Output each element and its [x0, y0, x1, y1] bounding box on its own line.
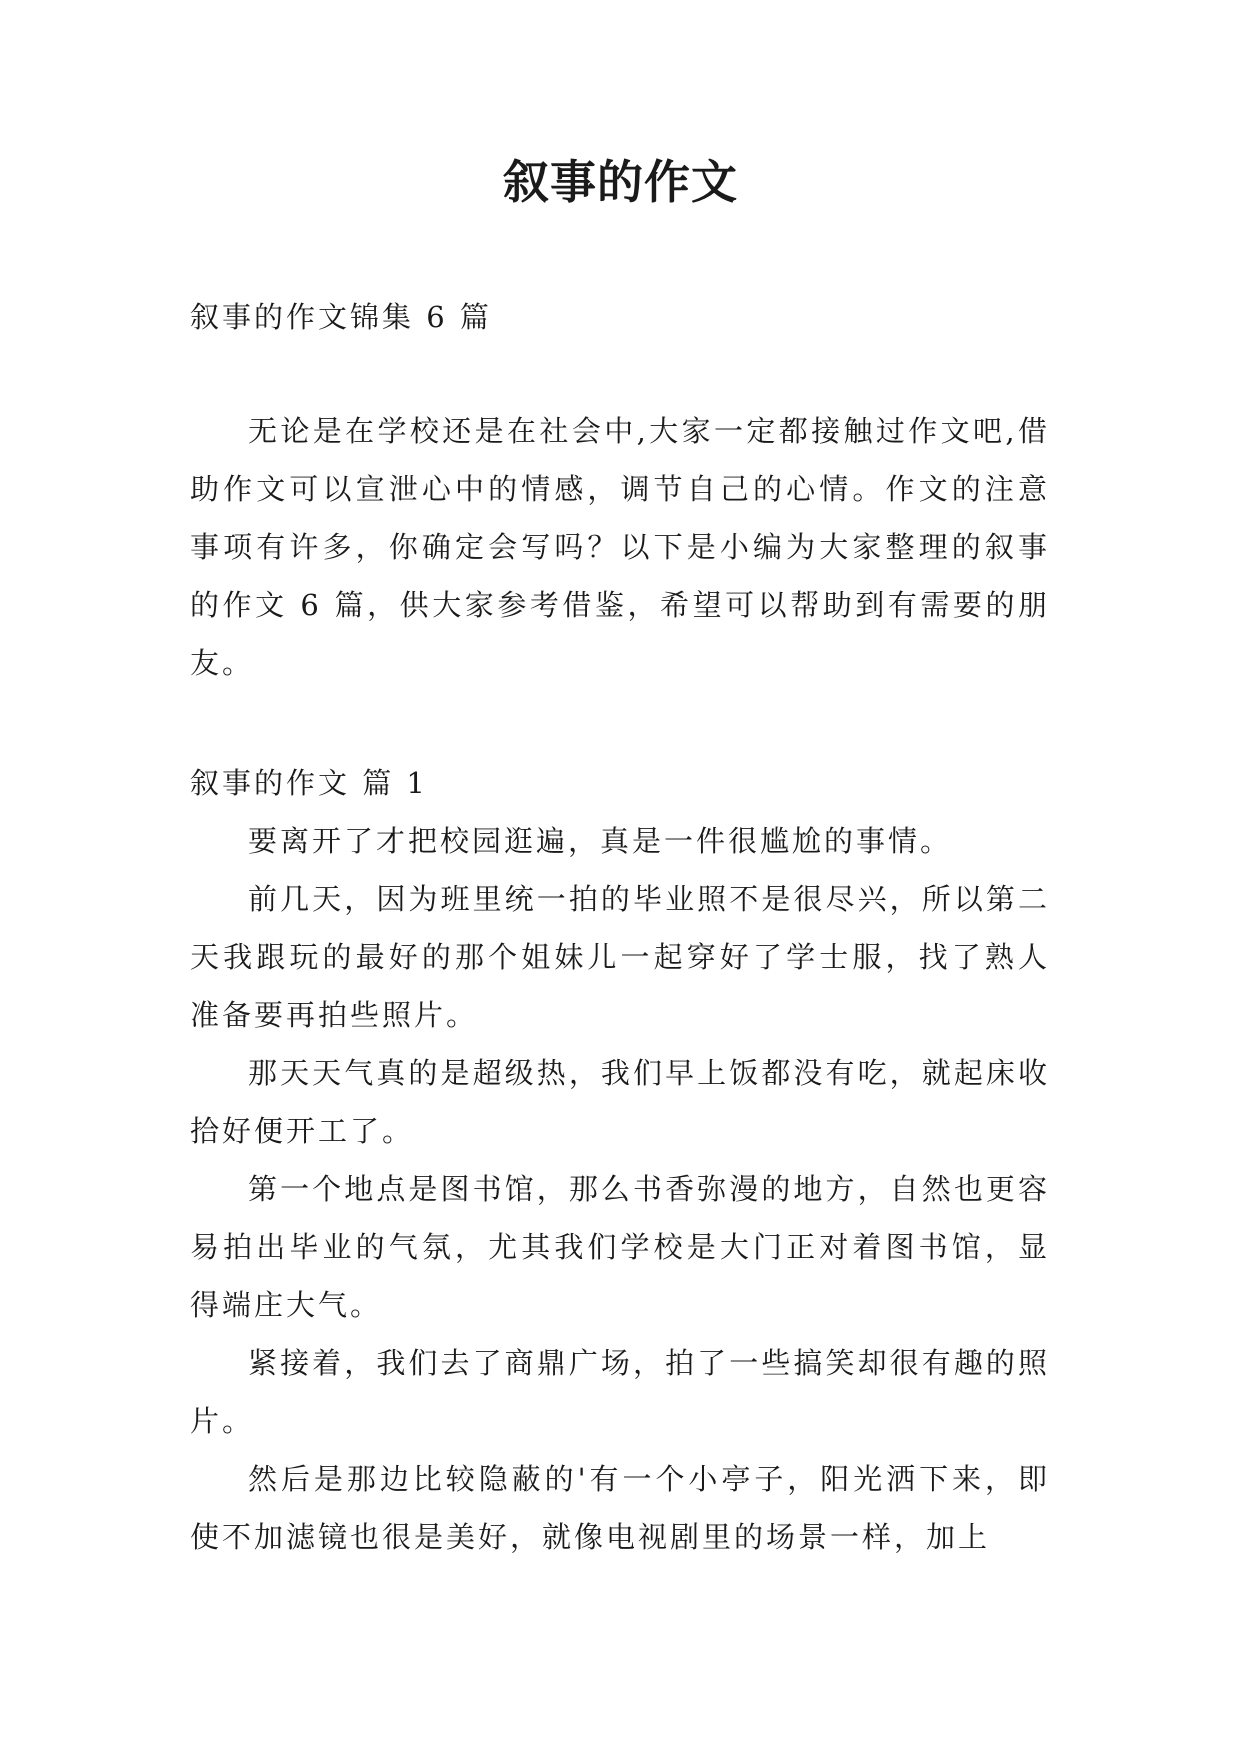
intro-paragraph: 无论是在学校还是在社会中,大家一定都接触过作文吧,借助作文可以宣泄心中的情感，调节自己的心情。作文的注意事项有许多，你确定会写吗？以下是小编为大家整理的叙事的作文 6 篇，供大家参考借鉴，希望可以帮助到有需要的朋友。: [190, 414, 1050, 680]
paragraph: 紧接着，我们去了商鼎广场，拍了一些搞笑却很有趣的照片。: [190, 1346, 1050, 1438]
section-1: [190, 754, 1050, 1566]
paragraph: 第一个地点是图书馆，那么书香弥漫的地方，自然也更容易拍出毕业的气氛，尤其我们学校是大门正对着图书馆，显得端庄大气。: [190, 1172, 1050, 1322]
paragraph: 然后是那边比较隐蔽的'有一个小亭子，阳光洒下来，即使不加滤镜也很是美好，就像电视剧里的场景一样，加上: [190, 1462, 1050, 1554]
section-heading: 叙事的作文 篇 1: [190, 766, 428, 800]
paragraph: 那天天气真的是超级热，我们早上饭都没有吃，就起床收拾好便开工了。: [190, 1056, 1050, 1148]
document-title: 叙事的作文: [503, 155, 738, 209]
paragraph: 要离开了才把校园逛遍，真是一件很尴尬的事情。: [248, 824, 953, 858]
paragraph: 前几天，因为班里统一拍的毕业照不是很尽兴，所以第二天我跟玩的最好的那个姐妹儿一起穿好了学士服，找了熟人准备要再拍些照片。: [190, 882, 1050, 1032]
document-subtitle: 叙事的作文锦集 6 篇: [190, 300, 492, 334]
